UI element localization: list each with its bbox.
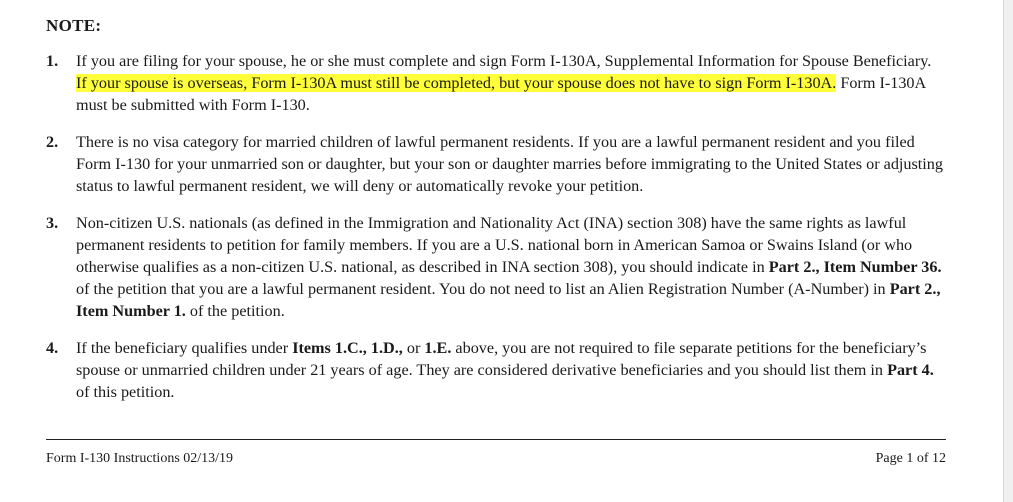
footer-divider	[46, 439, 946, 440]
note-heading: NOTE:	[46, 16, 102, 35]
footer-form-info: Form I-130 Instructions 02/13/19	[46, 451, 234, 466]
bold-reference: Part 2., Item Number 1.	[76, 280, 941, 320]
bold-reference: 1.E.	[424, 339, 452, 357]
text-segment: If you are filing for your spouse, he or she must complete and sign Form I-130A, Supplemental Information for Spouse Beneficiary.	[76, 52, 932, 70]
note-item-body	[76, 131, 946, 197]
note-item-1	[46, 50, 946, 116]
highlighted-text: If your spouse is overseas, Form I-130A must still be completed, but your spouse does not have to sign Form I-130A.	[76, 74, 837, 92]
text-segment: of the petition that you are a lawful permanent resident. You do not need to list an Alien Registration Number (A-Number) in	[76, 280, 890, 298]
bold-reference: Part 2., Item Number 36.	[768, 258, 942, 276]
text-segment: of the petition.	[185, 302, 285, 320]
bold-reference: Part 4.	[887, 361, 934, 379]
text-segment: There is no visa category for married children of lawful permanent residents. If you are a lawful permanent resident and you filed Form I-130 for your unmarried son or daughter, but your son or daughter marries before immigrating to the United States or adjusting status to lawful permanent resident, we will deny or automatically revoke your petition.	[76, 133, 943, 195]
note-item-4	[46, 337, 946, 403]
text-segment: above, you are not required to file separate petitions for the beneficiary’s spouse or unmarried children under 21 years of age. They are considered derivative beneficiaries and you should list them in	[76, 339, 927, 379]
note-item-body	[76, 212, 946, 322]
text-segment: or	[402, 339, 425, 357]
scrollbar-track[interactable]	[1004, 0, 1013, 502]
text-segment: Non-citizen U.S. nationals (as defined in the Immigration and Nationality Act (INA) section 308) have the same rights as lawful permanent residents to petition for family members. If you are a U.S. national born in American Samoa or Swains Island (or who otherwise qualifies as a non-citizen U.S. national, as described in INA section 308), you should indicate in	[76, 214, 913, 276]
note-item-2	[46, 131, 946, 197]
text-segment: Form I-130A must be submitted with Form I-130.	[76, 74, 926, 114]
text-segment: of this petition.	[76, 383, 175, 401]
footer-page-number: Page 1 of 12	[875, 451, 946, 466]
note-item-number: 4.	[46, 339, 59, 357]
note-item-body	[76, 50, 946, 116]
note-item-body	[76, 337, 946, 403]
note-item-number: 1.	[46, 52, 59, 70]
text-segment: If the beneficiary qualifies under	[76, 339, 293, 357]
note-item-3	[46, 212, 946, 322]
bold-reference: Items 1.C., 1.D.,	[292, 339, 403, 357]
note-item-number: 2.	[46, 133, 59, 151]
note-item-number: 3.	[46, 214, 59, 232]
